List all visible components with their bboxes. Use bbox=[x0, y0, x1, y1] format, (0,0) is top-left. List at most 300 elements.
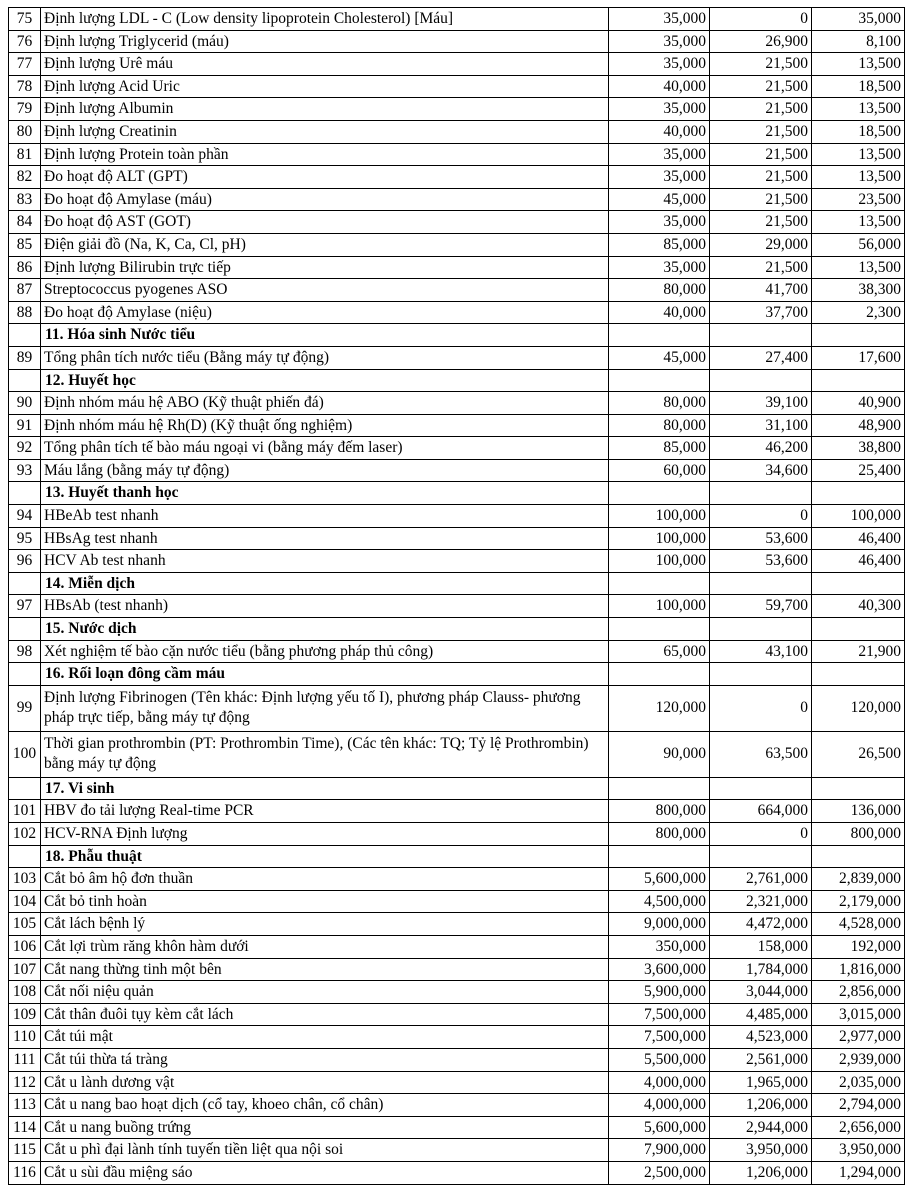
row-number-cell: 104 bbox=[9, 890, 41, 913]
service-name-cell: Đo hoạt độ Amylase (máu) bbox=[41, 188, 609, 211]
table-row bbox=[9, 437, 905, 460]
section-title-cell: 12. Huyết học bbox=[41, 369, 609, 392]
price-cell: 100,000 bbox=[609, 595, 710, 618]
row-number-cell: 89 bbox=[9, 346, 41, 369]
row-number-cell: 115 bbox=[9, 1139, 41, 1162]
covered-amount-cell: 1,784,000 bbox=[710, 958, 812, 981]
price-cell: 45,000 bbox=[609, 188, 710, 211]
covered-amount-cell: 1,206,000 bbox=[710, 1094, 812, 1117]
price-cell: 35,000 bbox=[609, 256, 710, 279]
row-number-cell: 102 bbox=[9, 823, 41, 846]
section-title-cell: 18. Phẫu thuật bbox=[41, 845, 609, 868]
covered-amount-cell: 21,500 bbox=[710, 256, 812, 279]
table-row bbox=[9, 1161, 905, 1184]
price-cell bbox=[609, 618, 710, 641]
difference-cell: 120,000 bbox=[812, 685, 905, 731]
row-number-cell: 105 bbox=[9, 913, 41, 936]
price-cell: 5,600,000 bbox=[609, 868, 710, 891]
row-number-cell: 76 bbox=[9, 30, 41, 53]
service-name-cell: Định lượng Albumin bbox=[41, 98, 609, 121]
difference-cell: 1,816,000 bbox=[812, 958, 905, 981]
row-number-cell: 92 bbox=[9, 437, 41, 460]
difference-cell: 2,839,000 bbox=[812, 868, 905, 891]
row-number-cell: 90 bbox=[9, 392, 41, 415]
difference-cell: 4,528,000 bbox=[812, 913, 905, 936]
difference-cell: 2,977,000 bbox=[812, 1026, 905, 1049]
covered-amount-cell bbox=[710, 572, 812, 595]
price-cell: 80,000 bbox=[609, 392, 710, 415]
difference-cell: 800,000 bbox=[812, 823, 905, 846]
service-name-cell: Định lượng Urê máu bbox=[41, 53, 609, 76]
covered-amount-cell bbox=[710, 482, 812, 505]
difference-cell: 13,500 bbox=[812, 53, 905, 76]
covered-amount-cell: 0 bbox=[710, 8, 812, 31]
service-name-cell: Cắt lợi trùm răng khôn hàm dưới bbox=[41, 935, 609, 958]
row-number-cell: 112 bbox=[9, 1071, 41, 1094]
service-name-cell: Đo hoạt độ ALT (GPT) bbox=[41, 166, 609, 189]
section-header-row bbox=[9, 572, 905, 595]
service-name-cell: Máu lắng (bằng máy tự động) bbox=[41, 459, 609, 482]
row-number-cell: 85 bbox=[9, 233, 41, 256]
difference-cell: 18,500 bbox=[812, 120, 905, 143]
difference-cell: 18,500 bbox=[812, 75, 905, 98]
table-row bbox=[9, 1139, 905, 1162]
table-row bbox=[9, 459, 905, 482]
price-cell: 350,000 bbox=[609, 935, 710, 958]
price-cell bbox=[609, 777, 710, 800]
table-row bbox=[9, 981, 905, 1004]
covered-amount-cell: 2,321,000 bbox=[710, 890, 812, 913]
price-cell: 4,000,000 bbox=[609, 1071, 710, 1094]
row-number-cell: 107 bbox=[9, 958, 41, 981]
covered-amount-cell: 29,000 bbox=[710, 233, 812, 256]
difference-cell: 2,794,000 bbox=[812, 1094, 905, 1117]
price-cell: 60,000 bbox=[609, 459, 710, 482]
covered-amount-cell bbox=[710, 324, 812, 347]
covered-amount-cell: 158,000 bbox=[710, 935, 812, 958]
covered-amount-cell: 46,200 bbox=[710, 437, 812, 460]
table-row bbox=[9, 392, 905, 415]
table-row bbox=[9, 98, 905, 121]
difference-cell: 21,900 bbox=[812, 640, 905, 663]
table-row bbox=[9, 346, 905, 369]
covered-amount-cell: 21,500 bbox=[710, 53, 812, 76]
difference-cell: 13,500 bbox=[812, 98, 905, 121]
difference-cell bbox=[812, 369, 905, 392]
covered-amount-cell: 4,472,000 bbox=[710, 913, 812, 936]
price-cell: 35,000 bbox=[609, 166, 710, 189]
table-row bbox=[9, 120, 905, 143]
difference-cell: 48,900 bbox=[812, 414, 905, 437]
price-cell: 7,500,000 bbox=[609, 1003, 710, 1026]
covered-amount-cell: 39,100 bbox=[710, 392, 812, 415]
covered-amount-cell: 1,206,000 bbox=[710, 1161, 812, 1184]
table-row bbox=[9, 685, 905, 731]
difference-cell bbox=[812, 663, 905, 686]
service-name-cell: Đo hoạt độ Amylase (niệu) bbox=[41, 301, 609, 324]
price-cell: 45,000 bbox=[609, 346, 710, 369]
table-row bbox=[9, 505, 905, 528]
price-cell: 65,000 bbox=[609, 640, 710, 663]
price-cell: 100,000 bbox=[609, 527, 710, 550]
service-name-cell: Định lượng Protein toàn phần bbox=[41, 143, 609, 166]
covered-amount-cell bbox=[710, 777, 812, 800]
table-row bbox=[9, 233, 905, 256]
table-row bbox=[9, 958, 905, 981]
price-cell: 800,000 bbox=[609, 823, 710, 846]
table-row bbox=[9, 913, 905, 936]
table-row bbox=[9, 8, 905, 31]
price-cell: 2,500,000 bbox=[609, 1161, 710, 1184]
table-row bbox=[9, 890, 905, 913]
row-number-cell: 82 bbox=[9, 166, 41, 189]
table-row bbox=[9, 868, 905, 891]
difference-cell: 3,015,000 bbox=[812, 1003, 905, 1026]
service-name-cell: Cắt u phì đại lành tính tuyến tiền liệt qua nội soi bbox=[41, 1139, 609, 1162]
section-header-row bbox=[9, 663, 905, 686]
price-cell: 100,000 bbox=[609, 505, 710, 528]
price-cell bbox=[609, 369, 710, 392]
difference-cell: 46,400 bbox=[812, 550, 905, 573]
service-name-cell: Thời gian prothrombin (PT: Prothrombin Time), (Các tên khác: TQ; Tỷ lệ Prothrombin) bằng máy tự động bbox=[41, 731, 609, 777]
service-name-cell: Định lượng Fibrinogen (Tên khác: Định lượng yếu tố I), phương pháp Clauss- phương pháp trực tiếp, bằng máy tự động bbox=[41, 685, 609, 731]
table-row bbox=[9, 527, 905, 550]
covered-amount-cell: 21,500 bbox=[710, 98, 812, 121]
difference-cell: 40,300 bbox=[812, 595, 905, 618]
table-row bbox=[9, 731, 905, 777]
service-name-cell: Streptococcus pyogenes ASO bbox=[41, 279, 609, 302]
table-row bbox=[9, 1003, 905, 1026]
covered-amount-cell: 21,500 bbox=[710, 188, 812, 211]
row-number-cell: 97 bbox=[9, 595, 41, 618]
covered-amount-cell: 1,965,000 bbox=[710, 1071, 812, 1094]
service-name-cell: Định nhóm máu hệ ABO (Kỹ thuật phiến đá) bbox=[41, 392, 609, 415]
service-name-cell: Đo hoạt độ AST (GOT) bbox=[41, 211, 609, 234]
difference-cell: 2,939,000 bbox=[812, 1048, 905, 1071]
covered-amount-cell: 664,000 bbox=[710, 800, 812, 823]
price-cell: 7,900,000 bbox=[609, 1139, 710, 1162]
price-cell bbox=[609, 324, 710, 347]
covered-amount-cell: 4,485,000 bbox=[710, 1003, 812, 1026]
service-name-cell: Cắt lách bệnh lý bbox=[41, 913, 609, 936]
price-cell: 120,000 bbox=[609, 685, 710, 731]
difference-cell: 13,500 bbox=[812, 143, 905, 166]
price-table-body bbox=[9, 8, 905, 1185]
service-name-cell: Định lượng Bilirubin trực tiếp bbox=[41, 256, 609, 279]
row-number-cell: 88 bbox=[9, 301, 41, 324]
service-name-cell: Cắt túi thừa tá tràng bbox=[41, 1048, 609, 1071]
section-title-cell: 14. Miễn dịch bbox=[41, 572, 609, 595]
row-number-cell: 80 bbox=[9, 120, 41, 143]
difference-cell: 25,400 bbox=[812, 459, 905, 482]
table-row bbox=[9, 640, 905, 663]
price-cell: 85,000 bbox=[609, 233, 710, 256]
row-number-cell: 106 bbox=[9, 935, 41, 958]
difference-cell: 1,294,000 bbox=[812, 1161, 905, 1184]
covered-amount-cell: 37,700 bbox=[710, 301, 812, 324]
table-row bbox=[9, 30, 905, 53]
row-number-cell bbox=[9, 618, 41, 641]
row-number-cell: 81 bbox=[9, 143, 41, 166]
covered-amount-cell: 21,500 bbox=[710, 75, 812, 98]
table-row bbox=[9, 1116, 905, 1139]
difference-cell: 192,000 bbox=[812, 935, 905, 958]
covered-amount-cell: 59,700 bbox=[710, 595, 812, 618]
section-title-cell: 11. Hóa sinh Nước tiểu bbox=[41, 324, 609, 347]
row-number-cell bbox=[9, 324, 41, 347]
covered-amount-cell: 26,900 bbox=[710, 30, 812, 53]
difference-cell bbox=[812, 482, 905, 505]
section-title-cell: 13. Huyết thanh học bbox=[41, 482, 609, 505]
row-number-cell bbox=[9, 845, 41, 868]
section-header-row bbox=[9, 777, 905, 800]
row-number-cell bbox=[9, 777, 41, 800]
service-name-cell: Cắt túi mật bbox=[41, 1026, 609, 1049]
section-title-cell: 15. Nước dịch bbox=[41, 618, 609, 641]
table-row bbox=[9, 800, 905, 823]
row-number-cell: 87 bbox=[9, 279, 41, 302]
difference-cell bbox=[812, 777, 905, 800]
difference-cell: 2,179,000 bbox=[812, 890, 905, 913]
table-row bbox=[9, 414, 905, 437]
service-name-cell: Tổng phân tích tế bào máu ngoại vi (bằng máy đếm laser) bbox=[41, 437, 609, 460]
price-cell: 35,000 bbox=[609, 30, 710, 53]
price-cell: 800,000 bbox=[609, 800, 710, 823]
row-number-cell: 110 bbox=[9, 1026, 41, 1049]
price-cell: 3,600,000 bbox=[609, 958, 710, 981]
service-name-cell: Cắt bỏ âm hộ đơn thuần bbox=[41, 868, 609, 891]
covered-amount-cell: 3,044,000 bbox=[710, 981, 812, 1004]
service-name-cell: Định lượng LDL - C (Low density lipoprotein Cholesterol) [Máu] bbox=[41, 8, 609, 31]
price-cell bbox=[609, 482, 710, 505]
price-cell: 35,000 bbox=[609, 8, 710, 31]
price-cell bbox=[609, 845, 710, 868]
service-name-cell: Cắt nối niệu quản bbox=[41, 981, 609, 1004]
table-row bbox=[9, 211, 905, 234]
row-number-cell: 75 bbox=[9, 8, 41, 31]
difference-cell: 2,035,000 bbox=[812, 1071, 905, 1094]
row-number-cell: 83 bbox=[9, 188, 41, 211]
price-cell: 35,000 bbox=[609, 211, 710, 234]
covered-amount-cell: 4,523,000 bbox=[710, 1026, 812, 1049]
service-name-cell: HBV đo tải lượng Real-time PCR bbox=[41, 800, 609, 823]
table-row bbox=[9, 188, 905, 211]
row-number-cell: 113 bbox=[9, 1094, 41, 1117]
covered-amount-cell: 3,950,000 bbox=[710, 1139, 812, 1162]
covered-amount-cell bbox=[710, 369, 812, 392]
covered-amount-cell: 0 bbox=[710, 823, 812, 846]
covered-amount-cell bbox=[710, 845, 812, 868]
price-cell: 9,000,000 bbox=[609, 913, 710, 936]
price-cell: 5,900,000 bbox=[609, 981, 710, 1004]
row-number-cell: 84 bbox=[9, 211, 41, 234]
difference-cell: 3,950,000 bbox=[812, 1139, 905, 1162]
covered-amount-cell: 63,500 bbox=[710, 731, 812, 777]
difference-cell: 13,500 bbox=[812, 166, 905, 189]
difference-cell: 23,500 bbox=[812, 188, 905, 211]
service-name-cell: Điện giải đồ (Na, K, Ca, Cl, pH) bbox=[41, 233, 609, 256]
difference-cell: 13,500 bbox=[812, 256, 905, 279]
price-cell bbox=[609, 663, 710, 686]
row-number-cell: 111 bbox=[9, 1048, 41, 1071]
service-name-cell: HCV-RNA Định lượng bbox=[41, 823, 609, 846]
price-cell: 90,000 bbox=[609, 731, 710, 777]
difference-cell bbox=[812, 618, 905, 641]
row-number-cell: 103 bbox=[9, 868, 41, 891]
price-cell: 5,600,000 bbox=[609, 1116, 710, 1139]
section-header-row bbox=[9, 369, 905, 392]
service-name-cell: HCV Ab test nhanh bbox=[41, 550, 609, 573]
section-header-row bbox=[9, 618, 905, 641]
row-number-cell bbox=[9, 369, 41, 392]
section-title-cell: 16. Rối loạn đông cầm máu bbox=[41, 663, 609, 686]
difference-cell: 46,400 bbox=[812, 527, 905, 550]
row-number-cell: 116 bbox=[9, 1161, 41, 1184]
table-row bbox=[9, 53, 905, 76]
service-name-cell: Cắt thân đuôi tụy kèm cắt lách bbox=[41, 1003, 609, 1026]
row-number-cell: 91 bbox=[9, 414, 41, 437]
table-row bbox=[9, 595, 905, 618]
table-row bbox=[9, 143, 905, 166]
difference-cell: 26,500 bbox=[812, 731, 905, 777]
service-name-cell: Cắt bỏ tinh hoàn bbox=[41, 890, 609, 913]
row-number-cell: 108 bbox=[9, 981, 41, 1004]
row-number-cell: 77 bbox=[9, 53, 41, 76]
covered-amount-cell: 2,561,000 bbox=[710, 1048, 812, 1071]
covered-amount-cell: 41,700 bbox=[710, 279, 812, 302]
covered-amount-cell: 43,100 bbox=[710, 640, 812, 663]
table-row bbox=[9, 935, 905, 958]
covered-amount-cell: 21,500 bbox=[710, 120, 812, 143]
difference-cell: 17,600 bbox=[812, 346, 905, 369]
table-row bbox=[9, 550, 905, 573]
covered-amount-cell: 21,500 bbox=[710, 143, 812, 166]
row-number-cell: 93 bbox=[9, 459, 41, 482]
difference-cell: 136,000 bbox=[812, 800, 905, 823]
covered-amount-cell: 21,500 bbox=[710, 166, 812, 189]
table-row bbox=[9, 1026, 905, 1049]
covered-amount-cell: 31,100 bbox=[710, 414, 812, 437]
table-row bbox=[9, 1048, 905, 1071]
row-number-cell: 79 bbox=[9, 98, 41, 121]
price-cell: 5,500,000 bbox=[609, 1048, 710, 1071]
service-name-cell: Cắt u lành dương vật bbox=[41, 1071, 609, 1094]
table-row bbox=[9, 301, 905, 324]
service-name-cell: Xét nghiệm tế bào cặn nước tiểu (bằng phương pháp thủ công) bbox=[41, 640, 609, 663]
price-cell: 80,000 bbox=[609, 414, 710, 437]
price-table bbox=[8, 7, 905, 1185]
difference-cell: 56,000 bbox=[812, 233, 905, 256]
row-number-cell: 109 bbox=[9, 1003, 41, 1026]
section-header-row bbox=[9, 324, 905, 347]
service-name-cell: Cắt u sùi đầu miệng sáo bbox=[41, 1161, 609, 1184]
price-cell: 35,000 bbox=[609, 98, 710, 121]
table-row bbox=[9, 256, 905, 279]
service-name-cell: Cắt u nang bao hoạt dịch (cổ tay, khoeo chân, cổ chân) bbox=[41, 1094, 609, 1117]
price-cell: 35,000 bbox=[609, 53, 710, 76]
section-header-row bbox=[9, 845, 905, 868]
price-cell: 4,500,000 bbox=[609, 890, 710, 913]
table-row bbox=[9, 75, 905, 98]
difference-cell: 38,300 bbox=[812, 279, 905, 302]
price-cell: 80,000 bbox=[609, 279, 710, 302]
section-header-row bbox=[9, 482, 905, 505]
service-name-cell: Cắt nang thừng tinh một bên bbox=[41, 958, 609, 981]
covered-amount-cell: 2,761,000 bbox=[710, 868, 812, 891]
service-name-cell: Cắt u nang buồng trứng bbox=[41, 1116, 609, 1139]
covered-amount-cell: 0 bbox=[710, 685, 812, 731]
covered-amount-cell: 53,600 bbox=[710, 550, 812, 573]
service-name-cell: Định lượng Creatinin bbox=[41, 120, 609, 143]
service-name-cell: Định lượng Acid Uric bbox=[41, 75, 609, 98]
row-number-cell: 99 bbox=[9, 685, 41, 731]
row-number-cell: 96 bbox=[9, 550, 41, 573]
service-name-cell: HBsAg test nhanh bbox=[41, 527, 609, 550]
difference-cell: 40,900 bbox=[812, 392, 905, 415]
price-cell: 40,000 bbox=[609, 301, 710, 324]
difference-cell: 35,000 bbox=[812, 8, 905, 31]
row-number-cell bbox=[9, 482, 41, 505]
difference-cell: 8,100 bbox=[812, 30, 905, 53]
covered-amount-cell: 2,944,000 bbox=[710, 1116, 812, 1139]
price-cell: 40,000 bbox=[609, 75, 710, 98]
table-row bbox=[9, 1094, 905, 1117]
service-name-cell: Tổng phân tích nước tiểu (Bằng máy tự động) bbox=[41, 346, 609, 369]
covered-amount-cell bbox=[710, 618, 812, 641]
covered-amount-cell: 27,400 bbox=[710, 346, 812, 369]
price-cell: 35,000 bbox=[609, 143, 710, 166]
price-cell: 100,000 bbox=[609, 550, 710, 573]
difference-cell: 38,800 bbox=[812, 437, 905, 460]
covered-amount-cell: 0 bbox=[710, 505, 812, 528]
covered-amount-cell bbox=[710, 663, 812, 686]
table-row bbox=[9, 1071, 905, 1094]
covered-amount-cell: 21,500 bbox=[710, 211, 812, 234]
covered-amount-cell: 34,600 bbox=[710, 459, 812, 482]
covered-amount-cell: 53,600 bbox=[710, 527, 812, 550]
difference-cell: 2,656,000 bbox=[812, 1116, 905, 1139]
service-name-cell: HBeAb test nhanh bbox=[41, 505, 609, 528]
table-row bbox=[9, 823, 905, 846]
price-cell: 85,000 bbox=[609, 437, 710, 460]
difference-cell bbox=[812, 572, 905, 595]
service-name-cell: Định lượng Triglycerid (máu) bbox=[41, 30, 609, 53]
price-cell: 40,000 bbox=[609, 120, 710, 143]
difference-cell bbox=[812, 324, 905, 347]
difference-cell: 100,000 bbox=[812, 505, 905, 528]
table-row bbox=[9, 166, 905, 189]
row-number-cell: 101 bbox=[9, 800, 41, 823]
row-number-cell: 114 bbox=[9, 1116, 41, 1139]
price-cell: 7,500,000 bbox=[609, 1026, 710, 1049]
difference-cell: 2,856,000 bbox=[812, 981, 905, 1004]
difference-cell bbox=[812, 845, 905, 868]
row-number-cell bbox=[9, 663, 41, 686]
price-cell: 4,000,000 bbox=[609, 1094, 710, 1117]
section-title-cell: 17. Vi sinh bbox=[41, 777, 609, 800]
price-cell bbox=[609, 572, 710, 595]
row-number-cell: 78 bbox=[9, 75, 41, 98]
row-number-cell: 98 bbox=[9, 640, 41, 663]
service-name-cell: Định nhóm máu hệ Rh(D) (Kỹ thuật ống nghiệm) bbox=[41, 414, 609, 437]
row-number-cell: 94 bbox=[9, 505, 41, 528]
table-row bbox=[9, 279, 905, 302]
row-number-cell: 95 bbox=[9, 527, 41, 550]
service-name-cell: HBsAb (test nhanh) bbox=[41, 595, 609, 618]
row-number-cell bbox=[9, 572, 41, 595]
difference-cell: 13,500 bbox=[812, 211, 905, 234]
row-number-cell: 100 bbox=[9, 731, 41, 777]
